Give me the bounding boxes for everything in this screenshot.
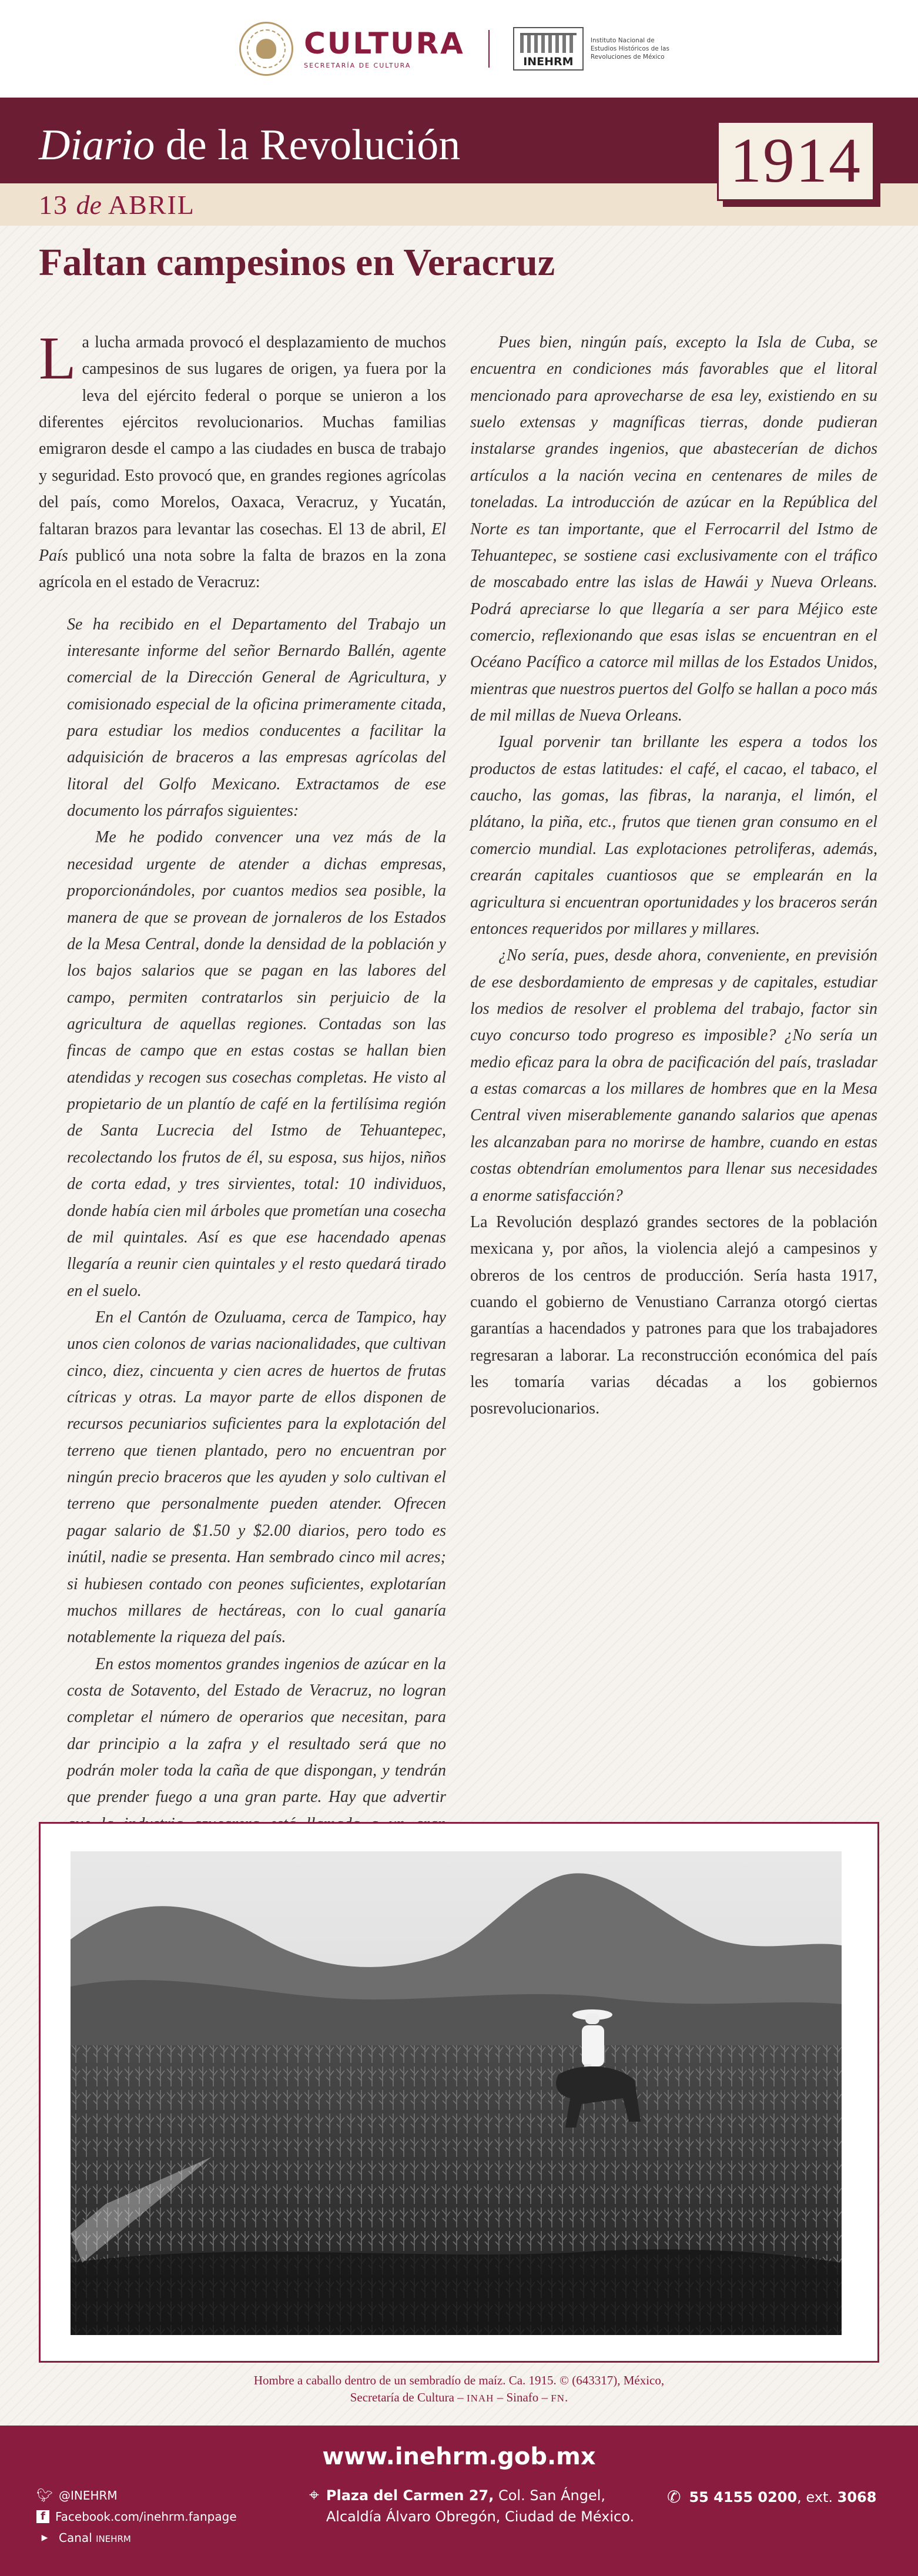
logo-divider: [488, 30, 490, 68]
quote-paragraph: En estos momentos grandes ingenios de azúcar en la costa de Sotavento, del Estado de Veracruz, no logran completar el número de operarios que necesitan, para dar principio a la zafra y el resultado será que no podrán moler toda la caña de que dispongan, y tendrán que prender fuego a una gran parte. Hay que advertir: [67, 1654, 446, 1807]
photo-caption: [0, 2372, 918, 2407]
caption-line-1: Hombre a caballo dentro de un sembradío de maíz. Ca. 1915. © (643317), México,: [253, 2373, 665, 2387]
youtube-icon: ▶: [41, 2533, 48, 2542]
social-links: [36, 2485, 237, 2548]
page-title: [39, 123, 460, 167]
date-de: de: [76, 190, 102, 220]
quote-paragraph: ¿No sería, pues, desde ahora, conveniente, en previsión de ese desbordamiento de empresas y de capitales, estudiar los medios de resolver el problema del trabajo, factor sin cuyo concurso todo progreso es imposible? ¿No sería un medio eficaz para la obra de pacificación del país, trasladar a estas comarcas a los millares de hombres que en la Mesa Central viven miserablemente ganando salarios que apenas les alcanzaban para no morirse de hambre, cuando en estas costas obtendrían emolumentos para llenar sus necesidades a enorme satisfacción?: [470, 946, 877, 1205]
mexico-seal-icon: [239, 22, 293, 76]
article-column-right: [470, 329, 877, 1422]
map-pin-icon: ⌖: [309, 2485, 319, 2505]
twitter-icon: 🐦︎: [36, 2488, 53, 2503]
intro-paragraph: [39, 324, 446, 596]
address-street: Plaza del Carmen 27,: [326, 2487, 494, 2504]
issue-date: [39, 192, 195, 219]
title-italic: Diario: [39, 121, 155, 169]
title-rest: de la Revolución: [155, 121, 461, 169]
intro-text-b: publicó una nota sobre la falta de brazos en la zona agrícola en el estado de Veracruz:: [39, 546, 446, 592]
website-link[interactable]: www.inehrm.gob.mx: [322, 2443, 596, 2470]
youtube-link[interactable]: [36, 2527, 237, 2548]
twitter-handle: @INEHRM: [59, 2488, 118, 2503]
closing-paragraph: La Revolución desplazó grandes sectores de la población mexicana y, por años, la violencia alejó a campesinos y obreros de los centros de producción. Sería hasta 1917, cuando el gobierno de Venustiano Carranza otorgó ciertas garantías a hacendados y patrones para que los trabajadores regresaran a laborar. La reconstrucción económica del país les tomaría varias décadas a los gobiernos posrevolucionarios.: [470, 1212, 877, 1418]
quote-paragraph: Me he podido convencer una vez más de la necesidad urgente de atender a dichas empresas, proporcionándoles, por cuantos medios sea posible, la manera de que se provean de jornaleros de los Estados de la Mesa Central, donde la densidad de la población y los bajos salarios que se pagan en las labores del campo, permiten contratarlos sin perjuicio de la agricultura de aquellas regiones. Contadas son las fincas de campo que en estas costas se hallan bien atendidas y recogen sus cosechas completas. He visto al propietario de un plantío de café en la fertilísima región de Santa Lucrecia del Istmo de Tehuantepec, recolectando los frutos de él, su esposa, sus hijos, niños de corta edad, y tres sirvientes, total: 10 individuos, donde había cien mil árboles que prometían una cosecha de mil quintales. Así es que ese hacendado apenas llegaría a reunir cien quintales y el resto quedará tirado en el suelo.: [67, 828, 446, 1300]
phone-number: 55 4155 0200: [689, 2488, 798, 2505]
inehrm-description: Instituto Nacional de Estudios Históricos de las Revoluciones de México: [590, 36, 669, 61]
quote-paragraph: En el Cantón de Ozuluama, cerca de Tampico, hay unos cien colonos de varias nacionalidades, que cultivan cinco, diez, cincuenta y cien acres de huertos de frutas cítricas y otras. La mayor parte de ellos disponen de recursos pecuniarios suficientes para la explotación del terreno que tienen plantado, pero no encuentran por ningún precio braceros que les ayuden y solo cultivan el terreno que personalmente pueden atender. Ofrecen pagar salario de $1.50 y $2.00 diarios, pero todo es inútil, nadie se presenta. Han sembrado cinco mil acres; si hubiesen contado con peones suficientes, explotarían muchos millares de hectáreas, con lo cual ganaría notablemente la riqueza del país.: [67, 1308, 446, 1647]
cultura-logo[interactable]: [239, 22, 465, 76]
quoted-report: [39, 611, 446, 1971]
newspaper-name: El País: [39, 520, 446, 565]
quoted-report-continued: [470, 329, 877, 1209]
inehrm-logo[interactable]: [513, 27, 679, 71]
facebook-link[interactable]: [36, 2506, 237, 2527]
youtube-channel: Canal INEHRM: [59, 2531, 131, 2545]
quote-paragraph: Se ha recibido en el Departamento del Trabajo un interesante informe del señor Bernardo Ballén, agente comercial de la Dirección General de Agricultura, y comisionado especial de la oficina primeramente citada, para estudiar los medios conducentes a facilitar la adquisición de braceros a las empresas agrícolas del litoral del Golfo Mexicano. Extractamos de ese documento los párrafos siguientes:: [67, 615, 446, 820]
phone-icon: ✆: [667, 2487, 681, 2507]
article-headline: Faltan campesinos en Veracruz: [39, 241, 555, 284]
date-day: 13: [39, 190, 68, 220]
inehrm-wordmark: INEHRM: [523, 55, 574, 68]
caption-line-2: Secretaría de Cultura – INAH – Sinafo – FN.: [350, 2390, 568, 2405]
date-month: ABRIL: [108, 190, 195, 220]
phone-extension: 3068: [837, 2488, 877, 2505]
address: [309, 2485, 634, 2527]
cultura-wordmark: CULTURA: [304, 26, 465, 61]
address-colonia: Col. San Ángel,: [494, 2487, 606, 2504]
facebook-url: Facebook.com/inehrm.fanpage: [55, 2510, 237, 2524]
cultura-subtitle: SECRETARÍA DE CULTURA: [304, 61, 411, 69]
twitter-link[interactable]: [36, 2485, 237, 2506]
drop-cap: L: [39, 324, 76, 392]
facebook-icon: f: [36, 2510, 49, 2523]
year-box: [717, 121, 875, 201]
inehrm-building-icon: [513, 27, 584, 71]
caption-fn: FN: [551, 2393, 565, 2404]
caption-inah: INAH: [466, 2393, 494, 2404]
year-label: 1914: [730, 126, 862, 196]
quote-paragraph: Igual porvenir tan brillante les espera a todos los productos de estas latitudes: el café, el cacao, el tabaco, el caucho, las gomas, las fibras, la naranja, el limón, el plátano, la piña, etc., frutos que tienen gran consumo en el comercio mundial. Las explotaciones petroliferas, además, crearán capitales cuantiosos que se emplearán en la agricultura si encuentran oportunidades y los braceros serán entonces requeridos por millares y millares.: [470, 733, 877, 938]
cornfield-rider-image: [71, 1851, 842, 2335]
intro-text-a: a lucha armada provocó el desplazamiento de muchos campesinos de sus lugares de origen, ya fuera por la leva del ejército federal o porque se unieron a los diferentes ejércitos revolucionarios. Muchas familias emigraron desde el campo a las ciudades en busca de trabajo y seguridad. Esto provocó que, en grandes regiones agrícolas del país, como Morelos, Oaxaca, Veracruz, y Yucatán, faltaran brazos para levantar las cosechas. El 13 de abril,: [39, 333, 446, 538]
phone[interactable]: ✆ 55 4155 0200, ext. 3068: [667, 2487, 877, 2507]
article-column-left: [39, 324, 446, 1971]
quote-paragraph: Pues bien, ningún país, excepto la Isla de Cuba, se encuentra en condiciones más favorables que el litoral mencionado para aprovecharse de esa ley, existiendo en su suelo extensas y magníficas tierras, donde pudieran instalarse grandes ingenios, que abastecerían de dichos artículos a la nación vecina en centenares de miles de toneladas. La introducción de azúcar en la República del Norte es tan importante, que el Ferrocarril del Istmo de Tehuantepec, se sostiene casi exclusivamente con el tráfico de moscabado entre las islas de Hawái y Nueva Orleans. Podrá apreciarse lo que llegaría a ser para Méjico este comercio, reflexionando que esas islas se encuentran en el Océano Pacífico a catorce mil millas de los Estados Unidos, mientras que nuestros puertos del Golfo se hallan a poco más de mil millas de Nueva Orleans.: [470, 333, 877, 725]
historic-photo[interactable]: [71, 1851, 842, 2335]
logo-bar: [0, 0, 918, 98]
address-city: Alcaldía Álvaro Obregón, Ciudad de México.: [326, 2508, 635, 2525]
